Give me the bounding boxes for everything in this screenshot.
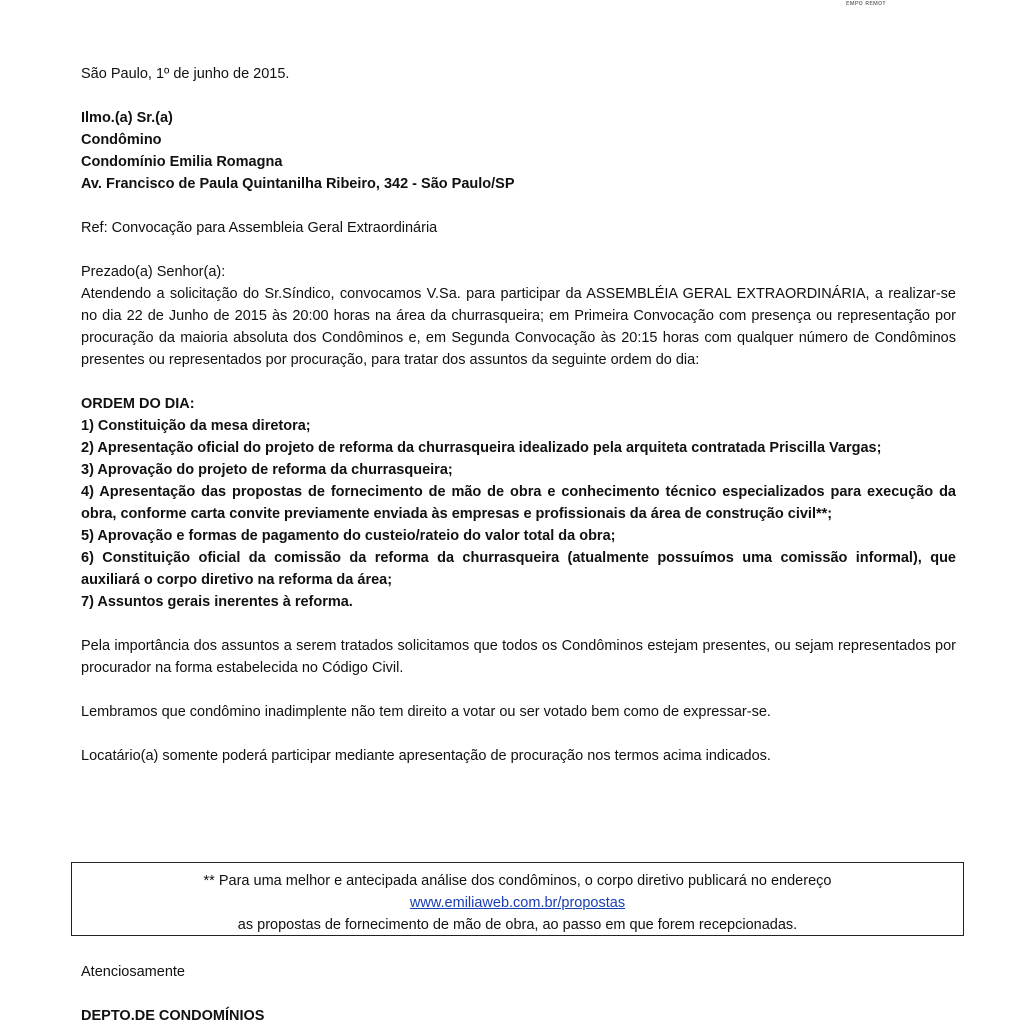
date-line: São Paulo, 1º de junho de 2015. xyxy=(81,66,290,82)
agenda-item: 5) Aprovação e formas de pagamento do custeio/rateio do valor total da obra; xyxy=(81,528,616,544)
default-paragraph: Lembramos que condômino inadimplente não tem direito a votar ou ser votado bem como de expressar-se. xyxy=(81,704,771,720)
recipient-block xyxy=(81,107,956,195)
agenda-item: 1) Constituição da mesa diretora; xyxy=(81,418,311,434)
importance-paragraph: Pela importância dos assuntos a serem tratados solicitamos que todos os Condôminos estejam presentes, ou sejam representados por procurador na forma estabelecida no Código Civil. xyxy=(81,638,956,676)
agenda-item: 7) Assuntos gerais inerentes à reforma. xyxy=(81,594,353,610)
proposals-note-box xyxy=(71,862,964,936)
proposals-link[interactable]: www.emiliaweb.com.br/propostas xyxy=(409,895,626,911)
letter-body xyxy=(81,63,956,767)
signature: DEPTO.DE CONDOMÍNIOS xyxy=(81,1008,265,1024)
agenda-item: 6) Constituição oficial da comissão da reforma da churrasqueira (atualmente possuímos uma comissão informal), que auxiliará o corpo diretivo na reforma da área; xyxy=(81,550,956,588)
closing: Atenciosamente xyxy=(81,964,185,980)
agenda-title: ORDEM DO DIA: xyxy=(81,396,195,412)
agenda-item: 4) Apresentação das propostas de fornecimento de mão de obra e conhecimento técnico especializados para execução da obra, conforme carta convite previamente enviada às empresas e profissionais da área de construção civil**; xyxy=(81,484,956,522)
recipient-line: Condomínio Emilia Romagna xyxy=(81,154,283,170)
agenda-item: 3) Aprovação do projeto de reforma da churrasqueira; xyxy=(81,462,453,478)
header-stamp: ᴇᴍᴘᴏ ʀᴇᴍᴏᴛ xyxy=(846,0,886,7)
reference-line: Ref: Convocação para Assembleia Geral Extraordinária xyxy=(81,220,438,236)
tenant-paragraph: Locatário(a) somente poderá participar mediante apresentação de procuração nos termos acima indicados. xyxy=(81,748,771,764)
note-line: ** Para uma melhor e antecipada análise dos condôminos, o corpo diretivo publicará no endereço xyxy=(203,873,832,889)
letter-footer xyxy=(81,961,956,1027)
recipient-line: Av. Francisco de Paula Quintanilha Ribeiro, 342 - São Paulo/SP xyxy=(81,176,515,192)
intro-paragraph: Atendendo a solicitação do Sr.Síndico, convocamos V.Sa. para participar da ASSEMBLÉIA GERAL EXTRAORDINÁRIA, a realizar-se no dia 22 de Junho de 2015 às 20:00 horas na área da churrasqueira; em Primeira Convocação com presença ou representação por procuração da maioria absoluta dos Condôminos e, em Segunda Convocação às 20:15 horas com qualquer número de Condôminos presentes ou representados por procuração, para tratar dos assuntos da seguinte ordem do dia: xyxy=(81,286,956,368)
salutation: Prezado(a) Senhor(a): xyxy=(81,264,226,280)
recipient-line: Condômino xyxy=(81,132,162,148)
agenda-list xyxy=(81,393,956,613)
agenda-item: 2) Apresentação oficial do projeto de reforma da churrasqueira idealizado pela arquiteta contratada Priscilla Vargas; xyxy=(81,440,882,456)
recipient-line: Ilmo.(a) Sr.(a) xyxy=(81,110,173,126)
note-line: as propostas de fornecimento de mão de obra, ao passo em que forem recepcionadas. xyxy=(237,917,798,933)
